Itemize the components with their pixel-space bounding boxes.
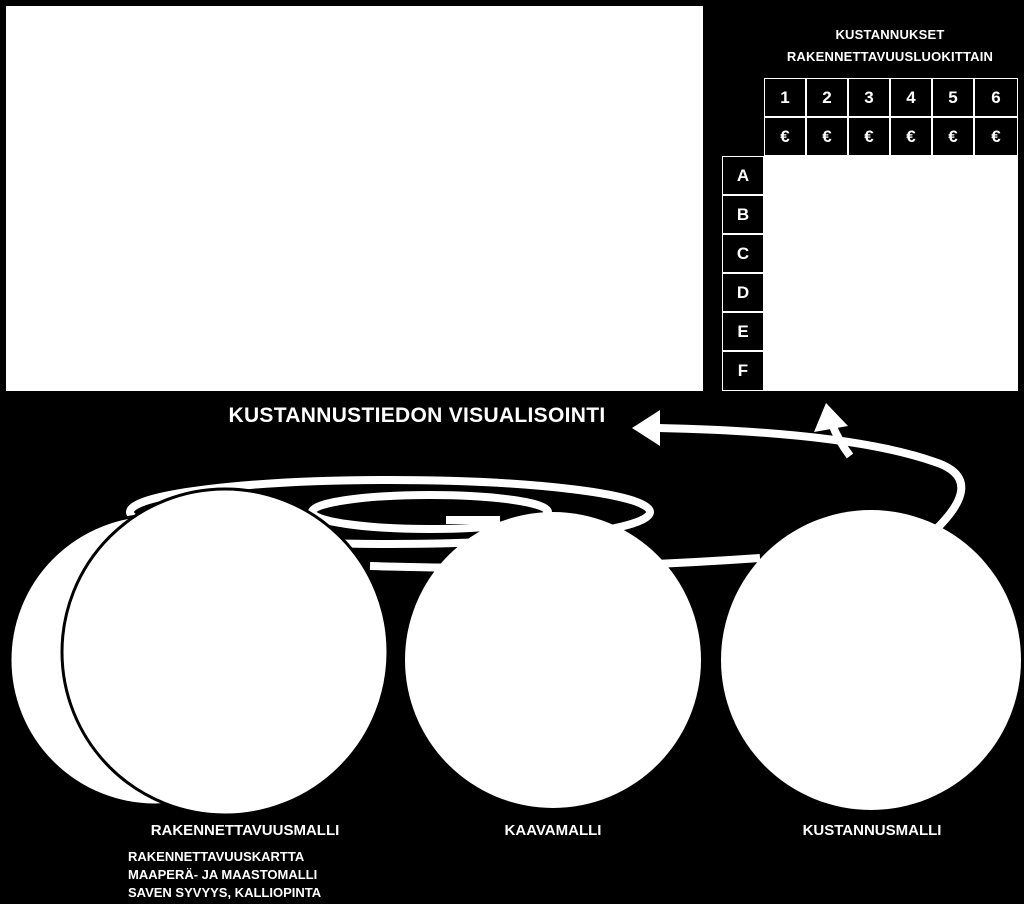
model-circle-rakennettavuus — [62, 489, 388, 815]
cost-title-line1: KUSTANNUKSET — [835, 27, 945, 42]
currency-cell: € — [764, 117, 806, 156]
row-header: B — [722, 195, 764, 234]
row-header: C — [722, 234, 764, 273]
column-header: 2 — [806, 78, 848, 117]
column-header: 5 — [932, 78, 974, 117]
row-header: A — [722, 156, 764, 195]
model-label-rakennettavuusmalli: RAKENNETTAVUUSMALLI — [150, 822, 340, 839]
model-label-kustannusmalli: KUSTANNUSMALLI — [802, 822, 942, 839]
model-circle-kaava — [405, 512, 701, 808]
arrow-head-up — [814, 403, 848, 432]
currency-cell: € — [932, 117, 974, 156]
column-header: 3 — [848, 78, 890, 117]
row-header: D — [722, 273, 764, 312]
currency-cell: € — [806, 117, 848, 156]
column-header: 1 — [764, 78, 806, 117]
cost-title-line2: RAKENNETTAVUUSLUOKITTAIN — [786, 49, 994, 64]
row-header: F — [722, 351, 764, 391]
column-header: 4 — [890, 78, 932, 117]
sub-item: SAVEN SYVYYS, KALLIOPINTA — [128, 885, 322, 900]
currency-cell: € — [974, 117, 1018, 156]
visualization-label: KUSTANNUSTIEDON VISUALISOINTI — [228, 404, 606, 427]
arrow-head-left — [632, 410, 660, 446]
model-circle-kustannus — [721, 510, 1021, 810]
sub-item: RAKENNETTAVUUSKARTTA — [128, 849, 305, 864]
rakennettavuus-sub-items — [128, 848, 321, 902]
column-header: 6 — [974, 78, 1018, 117]
currency-cell: € — [848, 117, 890, 156]
sub-item: MAAPERÄ- JA MAASTOMALLI — [128, 867, 318, 882]
model-label-kaavamalli: KAAVAMALLI — [504, 822, 602, 839]
row-header: E — [722, 312, 764, 351]
currency-cell: € — [890, 117, 932, 156]
